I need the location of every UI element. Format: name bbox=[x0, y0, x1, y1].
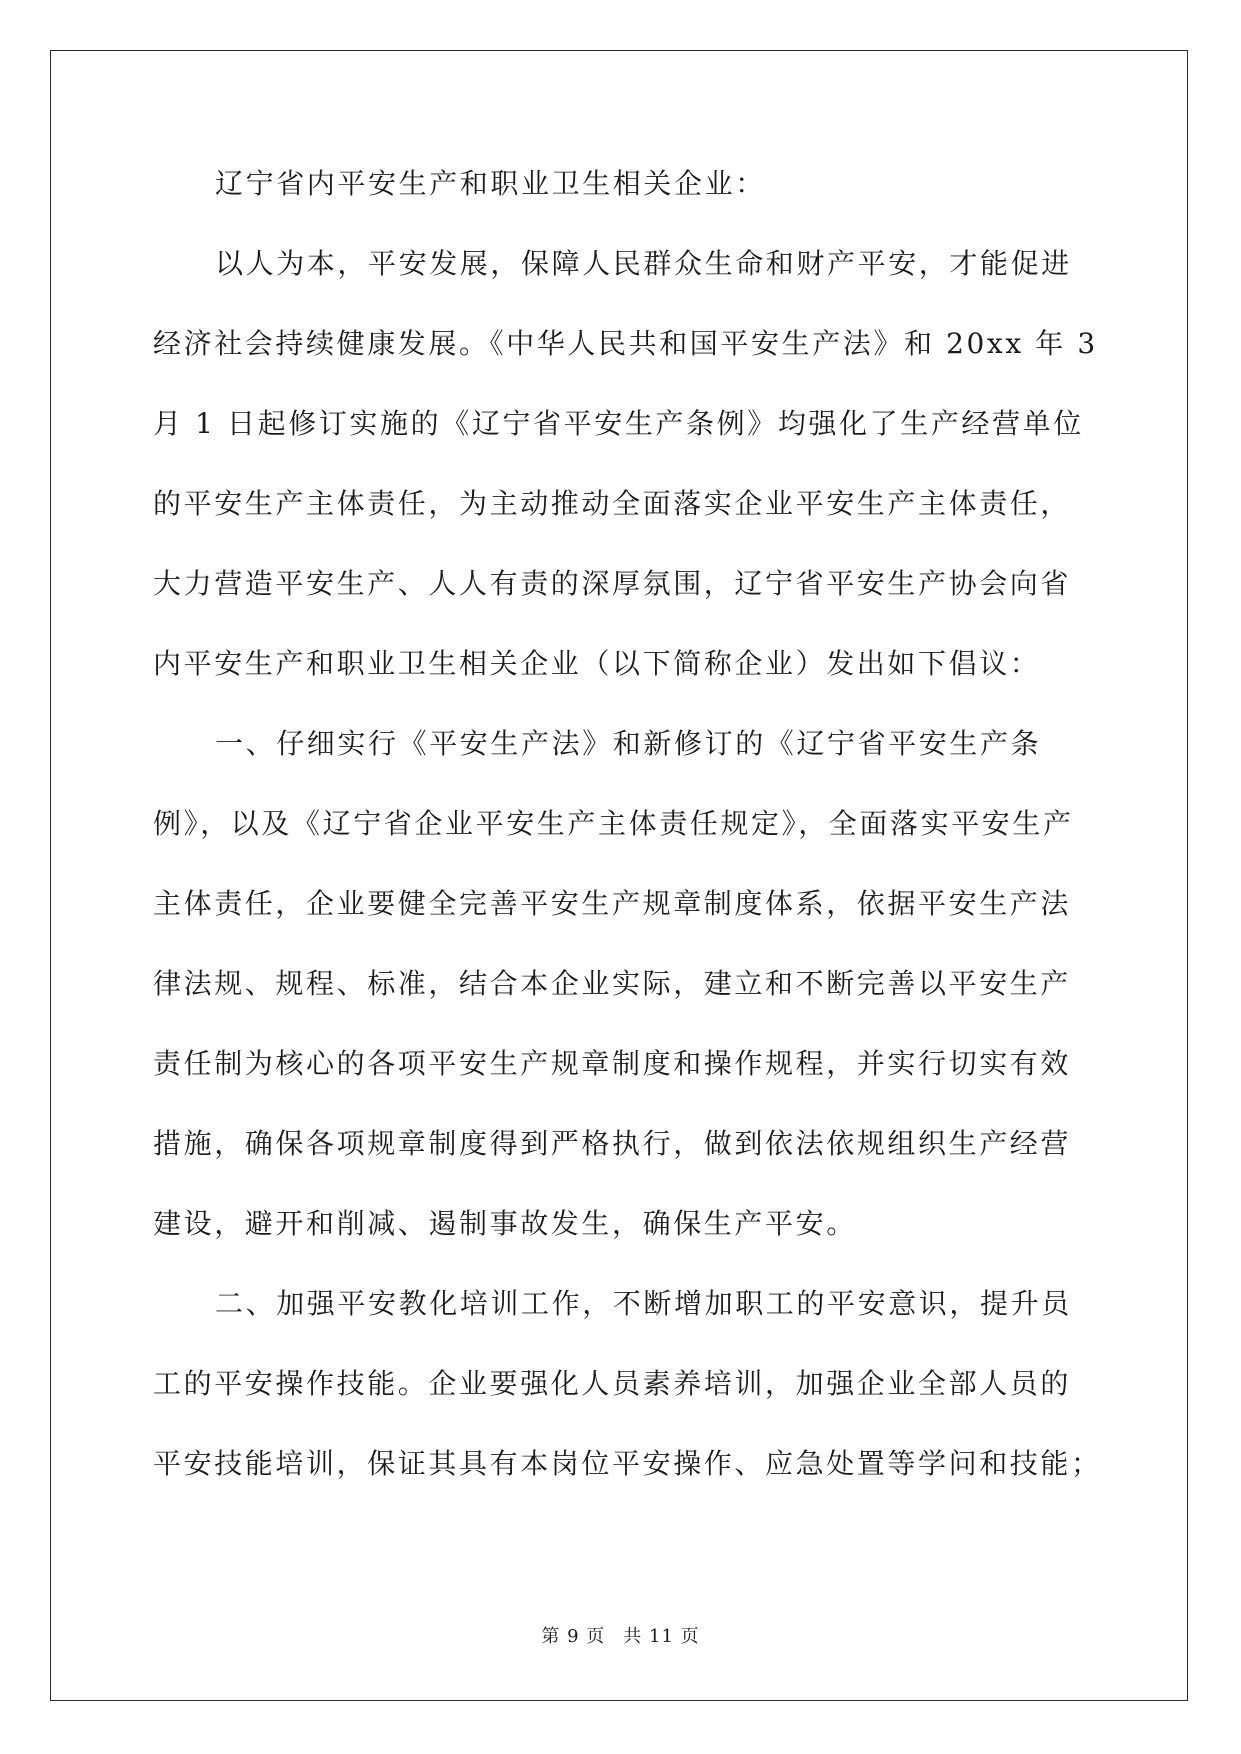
page-footer bbox=[0, 1625, 1241, 1649]
text-line: 大力营造平安生产、人人有责的深厚氛围，辽宁省平安生产协会向省 bbox=[153, 567, 1072, 600]
text-line: 月 1 日起修订实施的《辽宁省平安生产条例》均强化了生产经营单位 bbox=[153, 407, 1084, 440]
text-line: 建设，避开和削减、遏制事故发生，确保生产平安。 bbox=[153, 1207, 857, 1240]
text-line: 责任制为核心的各项平安生产规章制度和操作规程，并实行切实有效 bbox=[153, 1047, 1072, 1080]
text-line: 一、仔细实行《平安生产法》和新修订的《辽宁省平安生产条 bbox=[215, 727, 1042, 760]
text-line: 内平安生产和职业卫生相关企业（以下简称企业）发出如下倡议： bbox=[153, 647, 1041, 680]
text-line: 例》，以及《辽宁省企业平安生产主体责任规定》，全面落实平安生产 bbox=[153, 807, 1074, 840]
text-line: 平安技能培训，保证其具有本岗位平安操作、应急处置等学问和技能； bbox=[153, 1447, 1102, 1480]
text-line: 经济社会持续健康发展。《中华人民共和国平安生产法》和 20xx 年 3 bbox=[153, 327, 1098, 360]
text-line: 主体责任，企业要健全完善平安生产规章制度体系，依据平安生产法 bbox=[153, 887, 1072, 920]
text-line: 律法规、规程、标准，结合本企业实际，建立和不断完善以平安生产 bbox=[153, 967, 1072, 1000]
text-line: 措施，确保各项规章制度得到严格执行，做到依法依规组织生产经营 bbox=[153, 1127, 1072, 1160]
text-line: 二、加强平安教化培训工作，不断增加职工的平安意识，提升员 bbox=[215, 1287, 1072, 1320]
document-body bbox=[153, 167, 1102, 1527]
page-number: 第 9 页 bbox=[541, 1626, 606, 1647]
text-line: 以人为本，平安发展，保障人民群众生命和财产平安，才能促进 bbox=[215, 247, 1072, 280]
page-total: 共 11 页 bbox=[623, 1626, 700, 1647]
text-line: 工的平安操作技能。企业要强化人员素养培训，加强企业全部人员的 bbox=[153, 1367, 1072, 1400]
text-line: 的平安生产主体责任，为主动推动全面落实企业平安生产主体责任， bbox=[153, 487, 1072, 520]
text-line: 辽宁省内平安生产和职业卫生相关企业： bbox=[215, 167, 766, 200]
